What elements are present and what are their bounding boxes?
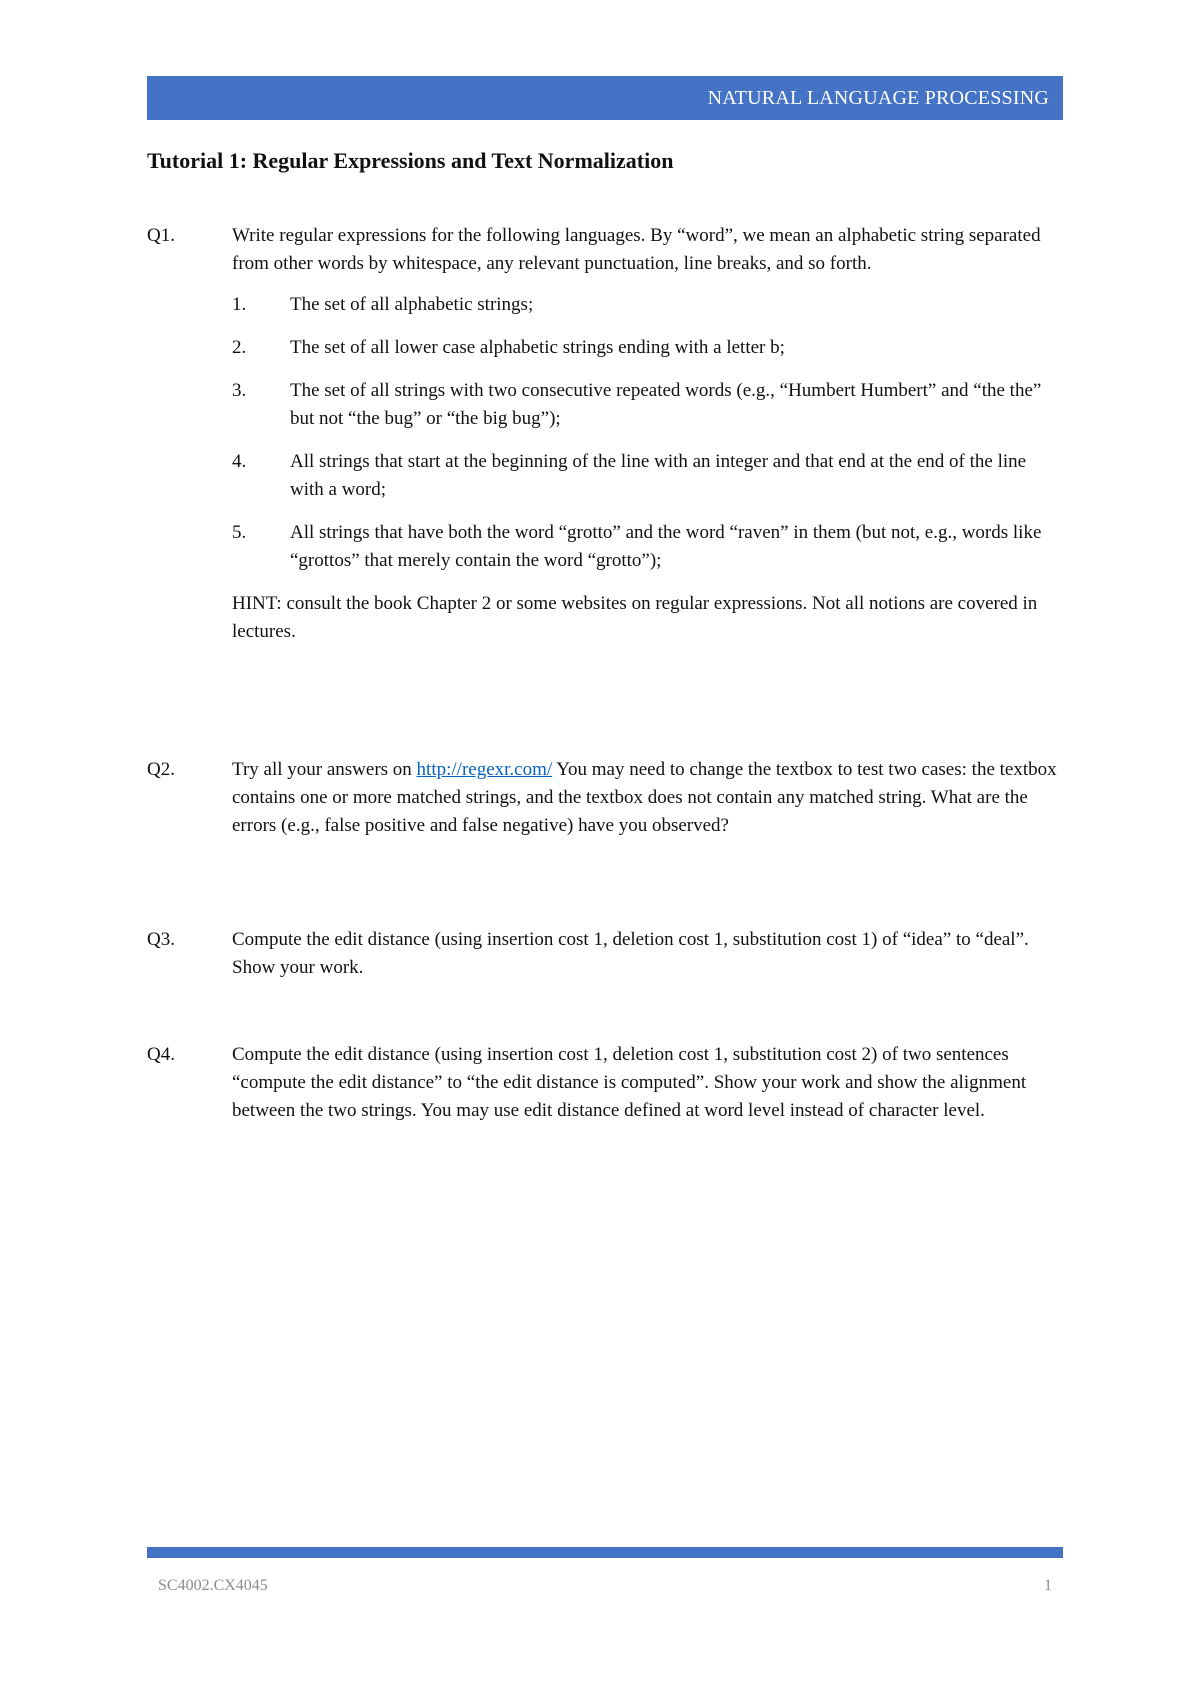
list-item (232, 448, 1063, 504)
list-item-text: The set of all strings with two consecutive repeated words (e.g., “Humbert Humbert” and “the the” but not “the bug” or “the big bug”); (290, 380, 1042, 429)
question-4 (147, 1041, 1063, 1125)
question-number: Q2. (147, 759, 175, 780)
page-number: 1 (1044, 1577, 1052, 1594)
list-item-number: 1. (232, 294, 247, 315)
list-item (232, 334, 1063, 362)
footer-bar (147, 1547, 1063, 1558)
list-item (232, 377, 1063, 433)
question-body (232, 756, 1063, 840)
list-item-number: 5. (232, 522, 247, 543)
question-text: Compute the edit distance (using insertion cost 1, deletion cost 1, substitution cost 2) of two sentences “compute the edit distance” to “the edit distance is computed”. Show your work and show the alignment between the two strings. You may use edit distance defined at word level instead of character level. (232, 1044, 1027, 1121)
course-code: SC4002.CX4045 (158, 1577, 268, 1594)
document-title: Tutorial 1: Regular Expressions and Text Normalization (147, 148, 674, 173)
question-number: Q1. (147, 225, 175, 246)
list-item (232, 519, 1063, 575)
hint-text: HINT: consult the book Chapter 2 or some websites on regular expressions. Not all notions are covered in lectures. (232, 593, 1038, 642)
list-item-text: All strings that start at the beginning of the line with an integer and that end at the end of the line with a word; (290, 451, 1027, 500)
list-item-text: The set of all lower case alphabetic strings ending with a letter b; (290, 337, 785, 358)
header-title: NATURAL LANGUAGE PROCESSING (707, 87, 1049, 109)
list-item-text: All strings that have both the word “grotto” and the word “raven” in them (but not, e.g., words like “grottos” that merely contain the word “grotto”); (290, 522, 1042, 571)
list-item-number: 2. (232, 337, 247, 358)
question-text-after-link: You may need to change the textbox to test two cases: the textbox contains one or more matched strings, and the textbox does not contain any matched string. What are the errors (e.g., false positive and false negative) have you observed? (232, 759, 1057, 836)
header-bar (147, 76, 1063, 120)
question-body (232, 926, 1063, 982)
regexr-link[interactable]: http://regexr.com/ (416, 759, 553, 780)
list-item-text: The set of all alphabetic strings; (290, 294, 534, 315)
subitem-list (232, 291, 1063, 575)
list-item (232, 291, 1063, 319)
question-number: Q3. (147, 929, 175, 950)
question-text-before-link: Try all your answers on (232, 759, 417, 780)
question-2 (147, 756, 1063, 840)
question-text: Write regular expressions for the following languages. By “word”, we mean an alphabetic string separated from other words by whitespace, any relevant punctuation, line breaks, and so forth. (232, 225, 1041, 274)
question-body (232, 1041, 1063, 1125)
question-number: Q4. (147, 1044, 175, 1065)
question-text (232, 756, 1063, 840)
question-body (232, 222, 1063, 646)
list-item-number: 4. (232, 451, 247, 472)
question-1 (147, 222, 1063, 646)
list-item-number: 3. (232, 380, 247, 401)
question-3 (147, 926, 1063, 982)
question-text: Compute the edit distance (using insertion cost 1, deletion cost 1, substitution cost 1) of “idea” to “deal”. Show your work. (232, 929, 1029, 978)
